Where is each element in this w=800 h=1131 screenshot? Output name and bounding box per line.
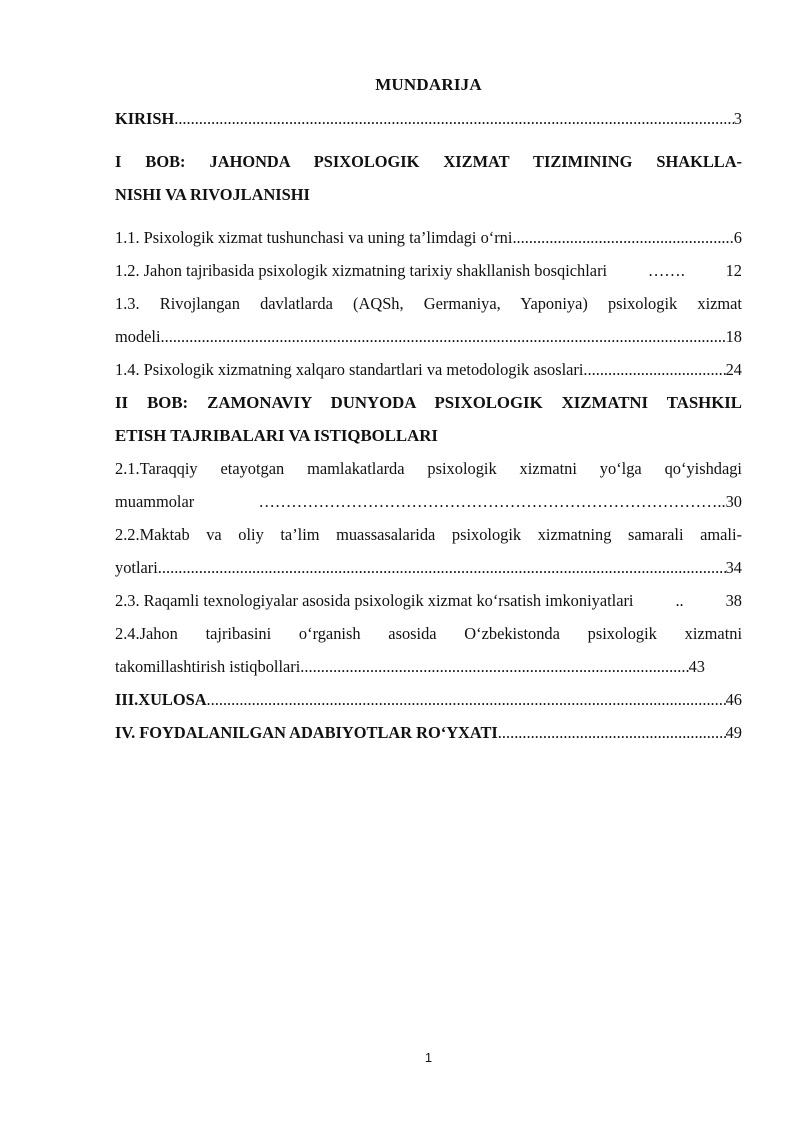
entry-line-2: muammolar bbox=[115, 492, 195, 511]
document-page bbox=[115, 0, 742, 1131]
toc-entry-1-2[interactable] bbox=[115, 254, 742, 287]
toc-entry-xulosa[interactable] bbox=[115, 683, 742, 716]
page-ref: 12 bbox=[725, 261, 742, 280]
entry-line-1: 2.1.Taraqqiy etayotgan mamlakatlarda psixologik xizmatni yo‘lga qo‘yishdagi bbox=[115, 459, 742, 478]
page-ref: 24 bbox=[725, 360, 742, 379]
page-ref: 46 bbox=[725, 690, 742, 709]
page-ref: 49 bbox=[725, 723, 742, 742]
dot-leader bbox=[300, 650, 688, 683]
toc-entry-kirish[interactable] bbox=[115, 102, 742, 135]
entry-text: KIRISH bbox=[115, 109, 175, 128]
toc-entry-2-3[interactable] bbox=[115, 584, 742, 617]
entry-leader: .. bbox=[675, 591, 684, 610]
entry-line-1: 1.3. Rivojlangan davlatlarda (AQSh, Germaniya, Yaponiya) psixologik xizmat bbox=[115, 294, 742, 313]
page-ref: 34 bbox=[725, 558, 742, 577]
entry-text: 1.2. Jahon tajribasida psixologik xizmatning tarixiy shakllanish bosqichlari bbox=[115, 261, 608, 280]
table-of-contents bbox=[115, 102, 742, 749]
toc-entry-1-3[interactable] bbox=[115, 287, 742, 353]
entry-text: IV. FOYDALANILGAN ADABIYOTLAR RO‘YXATI bbox=[115, 723, 498, 742]
entry-line-1: 2.2.Maktab va oliy ta’lim muassasalarida psixologik xizmatning samarali amali- bbox=[115, 525, 742, 544]
entry-text: 1.1. Psixologik xizmat tushunchasi va uning ta’limdagi o‘rni bbox=[115, 228, 513, 247]
toc-entry-2-2[interactable] bbox=[115, 518, 742, 584]
page-number: 1 bbox=[424, 1050, 433, 1065]
page-ref: 30 bbox=[725, 492, 742, 511]
dot-leader bbox=[207, 683, 726, 716]
entry-line-1: 2.4.Jahon tajribasini o‘rganish asosida O‘zbekistonda psixologik xizmatni bbox=[115, 624, 742, 643]
dot-leader bbox=[174, 102, 734, 135]
toc-entry-adabiyotlar[interactable] bbox=[115, 716, 742, 749]
chapter-2-line-2: ETISH TAJRIBALARI VA ISTIQBOLLARI bbox=[115, 426, 438, 445]
dot-leader bbox=[498, 716, 726, 749]
chapter-1-line-1: I BOB: JAHONDA PSIXOLOGIK XIZMAT TIZIMINING SHAKLLA- bbox=[115, 152, 742, 171]
toc-entry-2-4[interactable] bbox=[115, 617, 742, 683]
dot-leader bbox=[583, 353, 725, 386]
page-ref: 38 bbox=[725, 591, 742, 610]
toc-entry-2-1[interactable] bbox=[115, 452, 742, 518]
dot-leader bbox=[512, 221, 733, 254]
entry-text: 2.3. Raqamli texnologiyalar asosida psixologik xizmat ko‘rsatish imkoniyatlari bbox=[115, 591, 634, 610]
chapter-2-line-1: II BOB: ZAMONAVIY DUNYODA PSIXOLOGIK XIZMATNI TASHKIL bbox=[115, 393, 742, 412]
entry-line-2: takomillashtirish istiqbollari bbox=[115, 657, 301, 676]
page-ref: 43 bbox=[688, 657, 705, 676]
toc-entry-1-1[interactable] bbox=[115, 221, 742, 254]
toc-entry-1-4[interactable] bbox=[115, 353, 742, 386]
page-ref: 18 bbox=[725, 327, 742, 346]
entry-text: 1.4. Psixologik xizmatning xalqaro standartlari va metodologik asoslari bbox=[115, 360, 584, 379]
chapter-1-line-2: NISHI VA RIVOJLANISHI bbox=[115, 185, 310, 204]
toc-chapter-1[interactable] bbox=[115, 145, 742, 211]
entry-text: III.XULOSA bbox=[115, 690, 207, 709]
toc-title: MUNDARIJA bbox=[375, 75, 482, 94]
page-ref: 6 bbox=[733, 228, 742, 247]
dot-leader bbox=[158, 551, 726, 584]
entry-leader: ……. bbox=[647, 261, 685, 280]
dot-leader bbox=[161, 320, 726, 353]
entry-line-2: modeli bbox=[115, 327, 161, 346]
entry-line-2: yotlari bbox=[115, 558, 158, 577]
entry-leader: ………………………………………………………………………….. bbox=[258, 492, 726, 511]
page-ref: 3 bbox=[733, 109, 742, 128]
toc-chapter-2[interactable] bbox=[115, 386, 742, 452]
